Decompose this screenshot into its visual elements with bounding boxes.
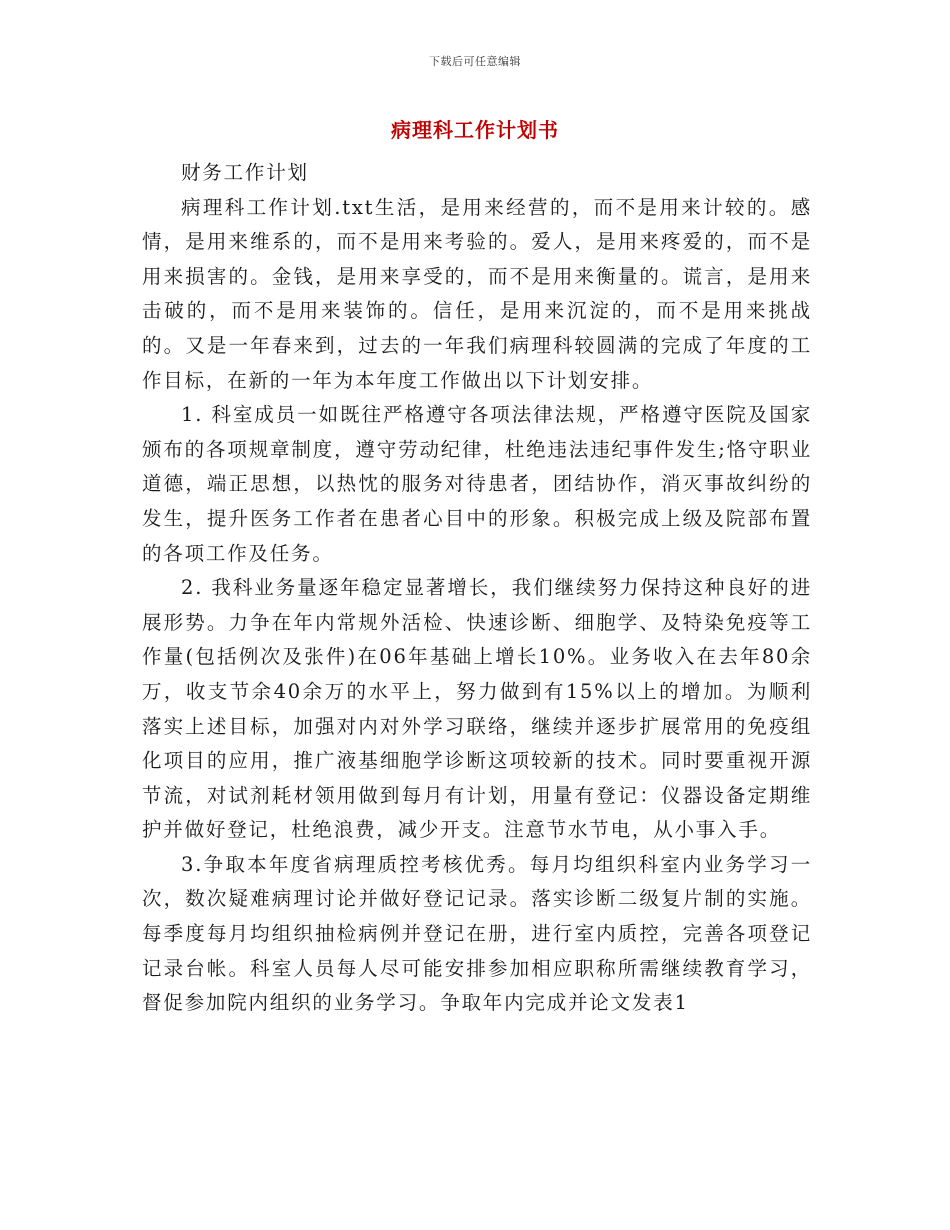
plan-item-3: 3.争取本年度省病理质控考核优秀。每月均组织科室内业务学习一次，数次疑难病理讨论并做好登记记录。落实诊断二级复片制的实施。每季度每月均组织抽检病例并登记在册，进行室内质控，完善各项登记记录台帐。科室人员每人尽可能安排参加相应职称所需继续教育学习，督促参加院内组织的业务学习。争取年内完成并论文发表1 <box>142 852 812 1015</box>
section-heading: 财务工作计划 <box>181 161 309 184</box>
plan-item-2: 2. 我科业务量逐年稳定显著增长，我们继续努力保持这种良好的进展形势。力争在年内常规外活检、快速诊断、细胞学、及特染免疫等工作量(包括例次及张件)在06年基础上增长10%。业务收入在去年80余万，收支节余40余万的水平上，努力做到有15%以上的增加。为顺利落实上述目标，加强对内对外学习联络，继续并逐步扩展常用的免疫组化项目的应用，推广液基细胞学诊断这项较新的技术。同时要重视开源节流，对试剂耗材领用做到每月有计划，用量有登记：仪器设备定期维护并做好登记，杜绝浪费，减少开支。注意节水节电，从小事入手。 <box>142 576 812 842</box>
plan-item-1: 1. 科室成员一如既往严格遵守各项法律法规，严格遵守医院及国家颁布的各项规章制度，遵守劳动纪律，杜绝违法违纪事件发生;恪守职业道德，端正思想，以热忱的服务对待患者，团结协作，消灭事故纠纷的发生，提升医务工作者在患者心目中的形象。积极完成上级及院部布置的各项工作及任务。 <box>142 403 812 565</box>
page-header-note: 下载后可任意编辑 <box>429 55 521 68</box>
document-body <box>142 156 812 1021</box>
document-title: 病理科工作计划书 <box>391 118 559 142</box>
intro-paragraph: 病理科工作计划.txt生活，是用来经营的，而不是用来计较的。感情，是用来维系的，而不是用来考验的。爱人，是用来疼爱的，而不是用来损害的。金钱，是用来享受的，而不是用来衡量的。谎言，是用来击破的，而不是用来装饰的。信任，是用来沉淀的，而不是用来挑战的。又是一年春来到，过去的一年我们病理科较圆满的完成了年度的工作目标，在新的一年为本年度工作做出以下计划安排。 <box>142 195 812 392</box>
